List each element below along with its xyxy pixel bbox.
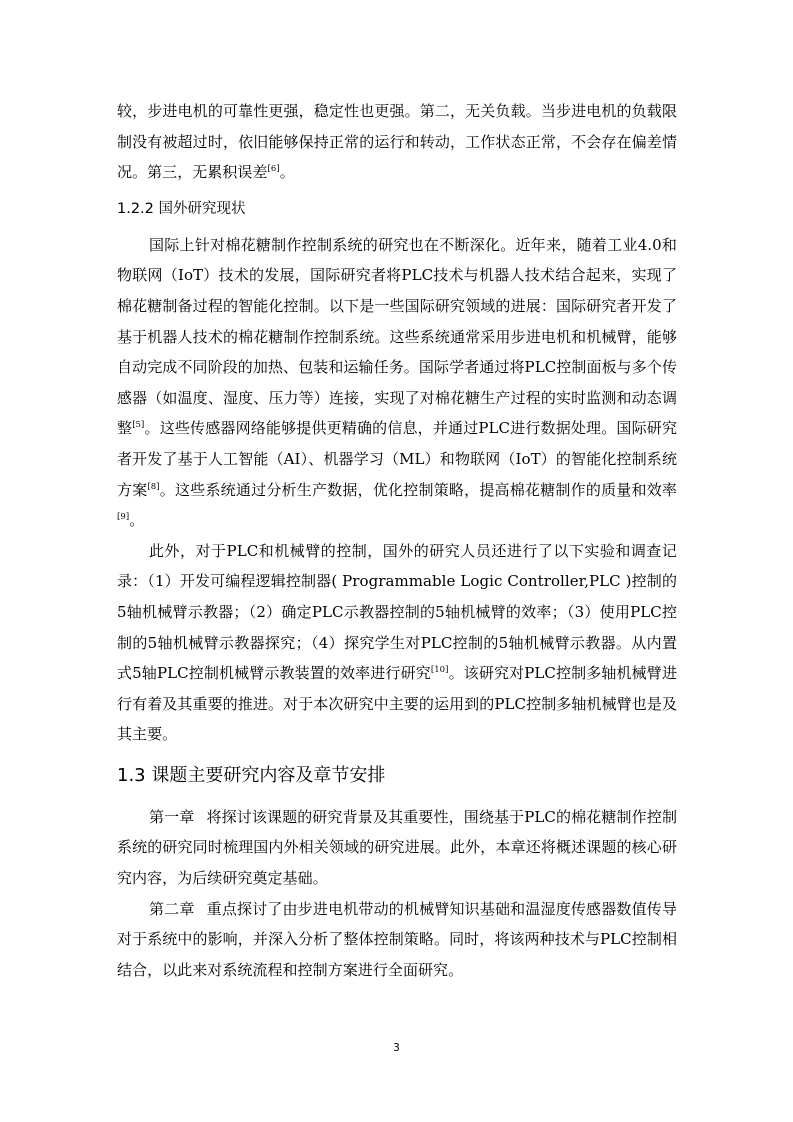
paragraph-text: 重点探讨了由步进电机带动的机械臂知识基础和温湿度传感器数值传导对于系统中的影响，并深入分析了整体控制策略。同时，将该两种技术与PLC控制相结合，以此来对系统流程和控制方案进行全面研究。 xyxy=(117,899,677,979)
paragraph-text: 国际上针对棉花糖制作控制系统的研究也在不断深化。近年来，随着工业4.0和物联网（IoT）技术的发展，国际研究者将PLC技术与机器人技术结合起来，实现了棉花糖制备过程的智能化控制。以下是一些国际研究领域的进展：国际研究者开发了基于机器人技术的棉花糖制作控制系统。这些系统通常采用步进电机和机械臂，能够自动完成不同阶段的加热、包装和运输任务。国际学者通过将PLC控制面板与多个传感器（如温度、湿度、压力等）连接，实现了对棉花糖生产过程的实时监测和动态调整 xyxy=(117,235,677,438)
chapter-label: 第一章 xyxy=(149,807,195,826)
citation-ref: [10] xyxy=(430,665,449,676)
paragraph-text: 将探讨该课题的研究背景及其重要性，围绕基于PLC的棉花糖制作控制系统的研究同时梳理国内外相关领域的研究进展。此外，本章还将概述课题的核心研究内容，为后续研究奠定基础。 xyxy=(117,807,677,888)
citation-ref: [9] xyxy=(117,512,130,523)
section-heading: 1.3 课题主要研究内容及章节安排 xyxy=(117,764,386,786)
paragraph-text: 。 xyxy=(279,163,295,182)
paragraph-text: 较，步进电机的可靠性更强，稳定性也更强。第二，无关负载。当步进电机的负载限制没有被超过时，依旧能够保持正常的运行和转动，工作状态正常，不会存在偏差情况。第三，无累积误差 xyxy=(117,102,677,182)
paragraph-text: 此外，对于PLC和机械臂的控制，国外的研究人员还进行了以下实验和调查记录：（1）开发可编程逻辑控制器( Programmable Logic Controller,PLC )控制的5轴机械臂示教器；（2）确定PLC示教器控制的5轴机械臂的效率；（3）使用PLC控制的5轴机械臂示教器探究；（4）探究学生对PLC控制的5轴机械臂示教器。从内置式5轴PLC控制机械臂示教装置的效率进行研究 xyxy=(117,541,677,683)
paragraph-chapter-two xyxy=(117,894,677,986)
subsection-heading: 1.2.2 国外研究现状 xyxy=(117,200,246,217)
paragraph-plc-robot-arm xyxy=(117,536,677,750)
citation-ref: [8] xyxy=(147,481,160,492)
paragraph-text: 。这些传感器网络能够提供更精确的信息，并通过PLC进行数据处理。国际研究者开发了基于人工智能（AI）、机器学习（ML）和物联网（IoT）的智能化控制系统方案 xyxy=(117,419,677,499)
paragraph-chapter-one xyxy=(117,802,677,894)
chapter-label: 第二章 xyxy=(149,899,195,918)
paragraph-continuation xyxy=(117,96,677,188)
paragraph-text: 。该研究对PLC控制多轴机械臂进行有着及其重要的推进。对于本次研究中主要的运用到的PLC控制多轴机械臂也是及其主要。 xyxy=(117,664,677,744)
page-content xyxy=(117,96,677,985)
citation-ref: [5] xyxy=(132,420,145,431)
paragraph-international-research xyxy=(117,230,677,536)
page-number: 3 xyxy=(393,1042,400,1054)
paragraph-text: 。这些系统通过分析生产数据，优化控制策略，提高棉花糖制作的质量和效率 xyxy=(159,480,677,499)
paragraph-text: 。 xyxy=(129,511,145,530)
citation-ref: [6] xyxy=(267,164,280,175)
